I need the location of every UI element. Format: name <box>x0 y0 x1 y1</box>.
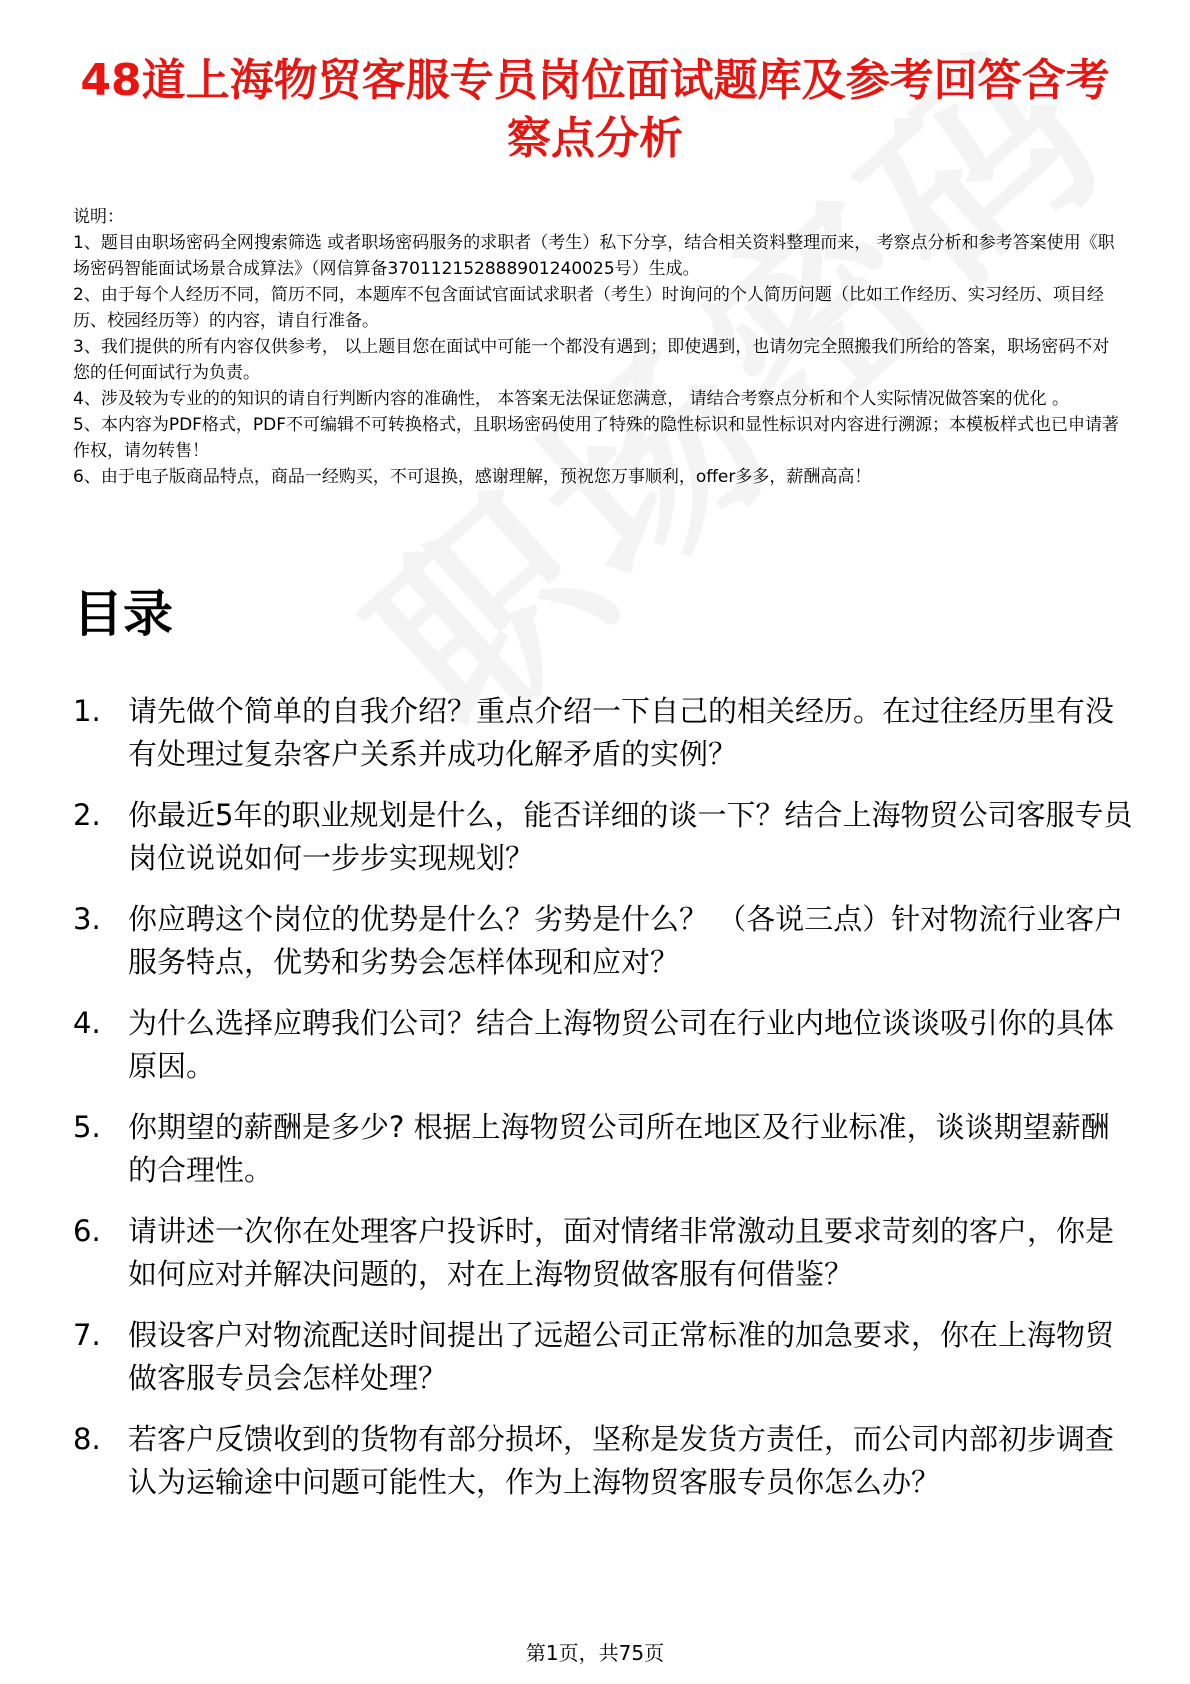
toc-item-number: 6. <box>73 1214 101 1248</box>
notes-heading: 说明： <box>73 207 124 227</box>
note-item: 3、我们提供的所有内容仅供参考， 以上题目您在面试中可能一个都没有遇到；即使遇到，也请勿完全照搬我们所给的答案，职场密码不对您的任何面试行为负责。 <box>73 337 1110 383</box>
toc-item-number: 2. <box>73 798 101 832</box>
toc-item-number: 3. <box>73 902 101 936</box>
toc-item-text: 你应聘这个岗位的优势是什么？劣势是什么？ （各说三点）针对物流行业客户服务特点，优势和劣势会怎样体现和应对？ <box>128 902 1124 979</box>
toc-item[interactable] <box>73 1314 1133 1400</box>
toc-item-number: 1. <box>73 694 101 728</box>
toc-item-number: 4. <box>73 1006 101 1040</box>
toc-item-text: 你最近5年的职业规划是什么，能否详细的谈一下？结合上海物贸公司客服专员岗位说说如何一步步实现规划？ <box>128 798 1133 875</box>
note-item: 6、由于电子版商品特点，商品一经购买，不可退换，感谢理解，预祝您万事顺利，offer多多，薪酬高高！ <box>73 467 872 487</box>
toc-item-text: 你期望的薪酬是多少? 根据上海物贸公司所在地区及行业标准，谈谈期望薪酬的合理性。 <box>128 1110 1110 1187</box>
toc-item-number: 5. <box>73 1110 101 1144</box>
note-item: 4、涉及较为专业的的知识的请自行判断内容的准确性， 本答案无法保证您满意， 请结合考察点分析和个人实际情况做答案的优化 。 <box>73 389 1070 409</box>
notes-section <box>73 204 1123 490</box>
toc-item-text: 若客户反馈收到的货物有部分损坏，坚称是发货方责任，而公司内部初步调查认为运输途中问题可能性大，作为上海物贸客服专员你怎么办？ <box>128 1422 1115 1499</box>
toc-item[interactable] <box>73 1418 1133 1504</box>
toc-list <box>73 690 1133 1522</box>
toc-heading: 目录 <box>73 585 173 643</box>
toc-item[interactable] <box>73 1002 1133 1088</box>
note-item: 5、本内容为PDF格式，PDF不可编辑不可转换格式，且职场密码使用了特殊的隐性标识和显性标识对内容进行溯源；本模板样式也已申请著作权，请勿转售！ <box>73 415 1120 461</box>
toc-item[interactable] <box>73 690 1133 776</box>
toc-item-text: 请先做个简单的自我介绍？重点介绍一下自己的相关经历。在过往经历里有没有处理过复杂客户关系并成功化解矛盾的实例？ <box>128 694 1115 771</box>
toc-item-text: 假设客户对物流配送时间提出了远超公司正常标准的加急要求，你在上海物贸做客服专员会怎样处理？ <box>128 1318 1115 1395</box>
toc-item-number: 8. <box>73 1422 101 1456</box>
toc-item[interactable] <box>73 898 1133 984</box>
toc-item-text: 为什么选择应聘我们公司？结合上海物贸公司在行业内地位谈谈吸引你的具体原因。 <box>128 1006 1115 1083</box>
document-title: 48道上海物贸客服专员岗位面试题库及参考回答含考察点分析 <box>80 55 1110 164</box>
note-item: 1、题目由职场密码全网搜索筛选 或者职场密码服务的求职者（考生）私下分享，结合相关资料整理而来， 考察点分析和参考答案使用《职场密码智能面试场景合成算法》（网信算备370112152888901240025号）生成。 <box>73 233 1115 279</box>
page-footer: 第1页，共75页 <box>525 1641 665 1665</box>
note-item: 2、由于每个人经历不同，简历不同，本题库不包含面试官面试求职者（考生）时询问的个人简历问题（比如工作经历、实习经历、项目经历、校园经历等）的内容，请自行准备。 <box>73 285 1104 331</box>
toc-item[interactable] <box>73 794 1133 880</box>
toc-item-text: 请讲述一次你在处理客户投诉时，面对情绪非常激动且要求苛刻的客户，你是如何应对并解决问题的，对在上海物贸做客服有何借鉴？ <box>128 1214 1115 1291</box>
toc-item[interactable] <box>73 1210 1133 1296</box>
toc-item-number: 7. <box>73 1318 101 1352</box>
toc-item[interactable] <box>73 1106 1133 1192</box>
